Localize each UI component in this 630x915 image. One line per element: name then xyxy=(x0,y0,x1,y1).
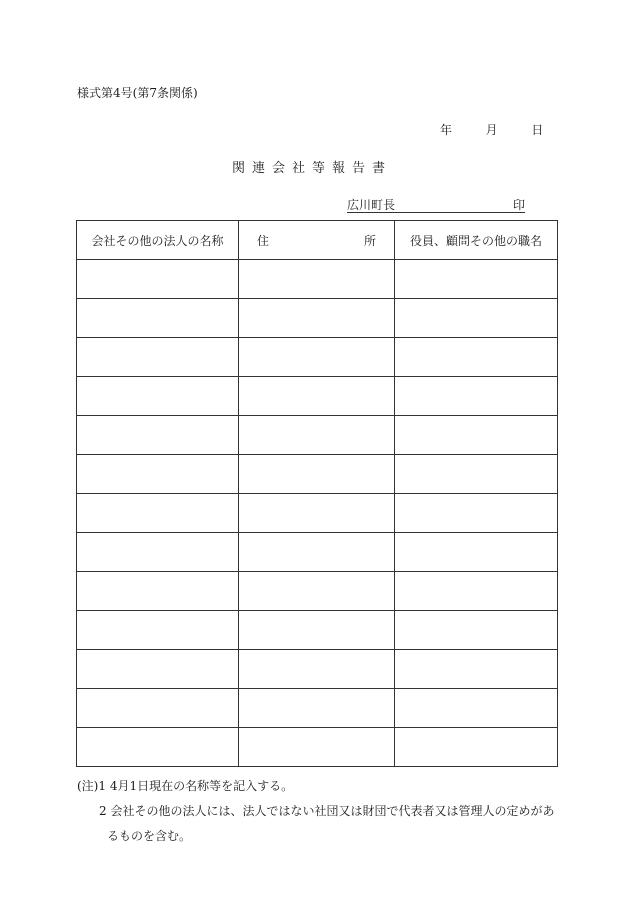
cell-position[interactable] xyxy=(395,416,558,455)
cell-name[interactable] xyxy=(77,338,239,377)
cell-name[interactable] xyxy=(77,455,239,494)
date-month: 月 xyxy=(485,123,498,137)
cell-position[interactable] xyxy=(395,338,558,377)
table-row xyxy=(77,611,558,650)
form-number: 様式第4号(第7条関係) xyxy=(77,86,198,100)
table-row xyxy=(77,533,558,572)
cell-position[interactable] xyxy=(395,260,558,299)
seal-mark: 印 xyxy=(512,198,525,212)
table-row xyxy=(77,299,558,338)
cell-position[interactable] xyxy=(395,533,558,572)
cell-name[interactable] xyxy=(77,533,239,572)
notes xyxy=(77,774,554,849)
cell-position[interactable] xyxy=(395,650,558,689)
table-header-row xyxy=(77,221,558,260)
table-row xyxy=(77,338,558,377)
cell-address[interactable] xyxy=(239,299,395,338)
cell-name[interactable] xyxy=(77,299,239,338)
date-day: 日 xyxy=(531,123,544,137)
table-row xyxy=(77,728,558,767)
cell-position[interactable] xyxy=(395,455,558,494)
cell-name[interactable] xyxy=(77,689,239,728)
cell-name[interactable] xyxy=(77,650,239,689)
cell-position[interactable] xyxy=(395,728,558,767)
note-2-continued: るものを含む。 xyxy=(107,829,192,843)
cell-position[interactable] xyxy=(395,689,558,728)
cell-address[interactable] xyxy=(239,455,395,494)
table-row xyxy=(77,689,558,728)
header-address xyxy=(239,221,395,260)
table-body xyxy=(77,260,558,767)
table-row xyxy=(77,377,558,416)
cell-position[interactable] xyxy=(395,377,558,416)
cell-name[interactable] xyxy=(77,572,239,611)
report-table xyxy=(76,220,558,767)
cell-address[interactable] xyxy=(239,728,395,767)
cell-address[interactable] xyxy=(239,611,395,650)
note-2: 2 会社その他の法人には、法人ではない社団又は財団で代表者又は管理人の定めがあ xyxy=(99,804,555,818)
date-year: 年 xyxy=(440,123,453,137)
cell-address[interactable] xyxy=(239,260,395,299)
recipient-name: 広川町長 xyxy=(347,198,396,212)
cell-name[interactable] xyxy=(77,494,239,533)
page-title: 関連会社等報告書 xyxy=(232,161,393,176)
header-address-right: 所 xyxy=(363,233,376,248)
cell-address[interactable] xyxy=(239,494,395,533)
cell-name[interactable] xyxy=(77,416,239,455)
cell-position[interactable] xyxy=(395,572,558,611)
header-position: 役員、顧問その他の職名 xyxy=(395,221,558,260)
note-1: (注)1 4月1日現在の名称等を記入する。 xyxy=(77,779,294,793)
cell-address[interactable] xyxy=(239,650,395,689)
cell-position[interactable] xyxy=(395,494,558,533)
cell-name[interactable] xyxy=(77,377,239,416)
cell-name[interactable] xyxy=(77,260,239,299)
table-row xyxy=(77,416,558,455)
cell-position[interactable] xyxy=(395,299,558,338)
date-line xyxy=(440,121,543,138)
cell-address[interactable] xyxy=(239,689,395,728)
table-row xyxy=(77,455,558,494)
table-row xyxy=(77,494,558,533)
cell-address[interactable] xyxy=(239,377,395,416)
recipient-line xyxy=(347,196,525,213)
cell-position[interactable] xyxy=(395,611,558,650)
cell-address[interactable] xyxy=(239,572,395,611)
table-row xyxy=(77,650,558,689)
cell-name[interactable] xyxy=(77,728,239,767)
cell-address[interactable] xyxy=(239,338,395,377)
cell-name[interactable] xyxy=(77,611,239,650)
cell-address[interactable] xyxy=(239,416,395,455)
table-row xyxy=(77,572,558,611)
table-row xyxy=(77,260,558,299)
header-address-left: 住 xyxy=(257,233,270,248)
header-name: 会社その他の法人の名称 xyxy=(77,221,239,260)
cell-address[interactable] xyxy=(239,533,395,572)
